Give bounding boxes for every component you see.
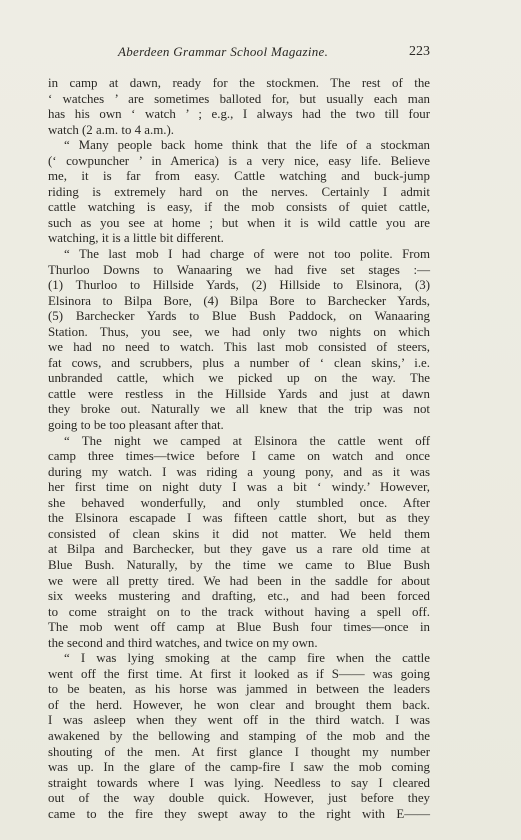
journal-title: Aberdeen Grammar School Magazine. — [118, 44, 329, 59]
text-line: awakened by the bellowing and stamping of the mob and the — [48, 728, 430, 743]
text-line: The mob went off camp at Blue Bush four times—once in — [48, 620, 430, 635]
text-line: (5) Barchecker Yards to Blue Bush Paddock, on Wanaaring — [48, 309, 430, 324]
text-line: cattle watching is easy, if the mob consists of quiet cattle, — [48, 200, 430, 215]
text-line: cattle were restless in the Hillside Yards and just at dawn — [48, 386, 430, 401]
text-line: I was asleep when they went off in the third watch. I was — [48, 713, 430, 728]
text-line: “ I was lying smoking at the camp fire when the cattle — [64, 651, 430, 666]
text-line: in camp at dawn, ready for the stockmen. The rest of the — [48, 76, 430, 90]
text-line: during my watch. I was riding a young pony, and as it was — [48, 464, 430, 479]
text-line: Station. Thus, you see, we had only two nights on which — [48, 324, 430, 339]
text-line: Thurloo Downs to Wanaaring we had five set stages :— — [48, 262, 430, 277]
body-text — [48, 76, 430, 822]
text-line: consisted of clean skins it did not matter. We held them — [48, 526, 430, 541]
text-line: camp three times—twice before I came on watch and once — [48, 449, 430, 464]
text-line: riding is extremely hard on the nerves. Certainly I admit — [48, 184, 430, 199]
text-line: six weeks mustering and drafting, etc., and had been forced — [48, 589, 430, 604]
text-line: Blue Bush. Naturally, by the time we came to Blue Bush — [48, 557, 430, 572]
text-line: unbranded cattle, which we picked up on the way. The — [48, 371, 430, 386]
text-line: has his own ‘ watch ’ ; e.g., I always had the two till four — [48, 107, 430, 122]
text-line: they broke out. Naturally we all knew that the trip was not — [48, 402, 430, 417]
text-line: her first time on night duty I was a bit ‘ windy.’ However, — [48, 480, 430, 495]
text-line: ‘ watches ’ are sometimes balloted for, but usually each man — [48, 91, 430, 106]
text-line: out of the way double quick. However, just before they — [48, 791, 430, 806]
text-line: shouting of the men. At first glance I thought my number — [48, 744, 430, 759]
text-line: at Bilpa and Barchecker, but they gave us a rare old time at — [48, 542, 430, 557]
text-line: Elsinora to Bilpa Bore, (4) Bilpa Bore to Barchecker Yards, — [48, 293, 430, 308]
text-line: we were all pretty tired. We had been in the saddle for about — [48, 573, 430, 588]
text-line: watch (2 a.m. to 4 a.m.). — [48, 122, 175, 137]
running-head — [48, 44, 430, 64]
text-line: me, it is far from easy. Cattle watching and buck-jump — [48, 169, 430, 184]
text-line: the second and third watches, and twice on my own. — [48, 635, 318, 650]
text-line: the Elsinora escapade I was fifteen cattle short, but as they — [48, 511, 430, 526]
text-line: “ The night we camped at Elsinora the cattle went off — [64, 433, 430, 448]
text-line: straight towards where I was lying. Needless to say I cleared — [48, 775, 430, 790]
text-line: “ The last mob I had charge of were not too polite. From — [64, 247, 430, 262]
text-line: of the herd. However, he won clear and brought them back. — [48, 697, 430, 712]
text-line: was up. In the glare of the camp-fire I saw the mob coming — [48, 760, 430, 775]
text-line: (‘ cowpuncher ’ in America) is a very nice, easy life. Believe — [48, 153, 430, 168]
text-line: watching, it is a little bit different. — [48, 231, 224, 246]
text-line: to be beaten, as his horse was jammed in between the leaders — [48, 682, 430, 697]
text-line: went off the first time. At first it looked as if S—— was going — [48, 666, 430, 681]
page-number: 223 — [409, 44, 430, 59]
text-line: going to be too pleasant after that. — [48, 418, 224, 433]
text-line: such as you see at home ; but when it is wild cattle you are — [48, 215, 430, 230]
text-line: we had no need to watch. This last mob consisted of steers, — [48, 340, 430, 355]
text-line: (1) Thurloo to Hillside Yards, (2) Hillside to Elsinora, (3) — [48, 278, 430, 293]
text-line: “ Many people back home think that the life of a stockman — [64, 138, 430, 153]
text-line: she behaved wonderfully, and only stumbled once. After — [48, 495, 430, 510]
text-line: fat cows, and scrubbers, plus a number of ‘ clean skins,’ i.e. — [48, 355, 430, 370]
text-line: to come straight on to the track without having a spell off. — [48, 604, 430, 619]
text-line: came to the fire they swept away to the right with E—— — [48, 806, 430, 821]
